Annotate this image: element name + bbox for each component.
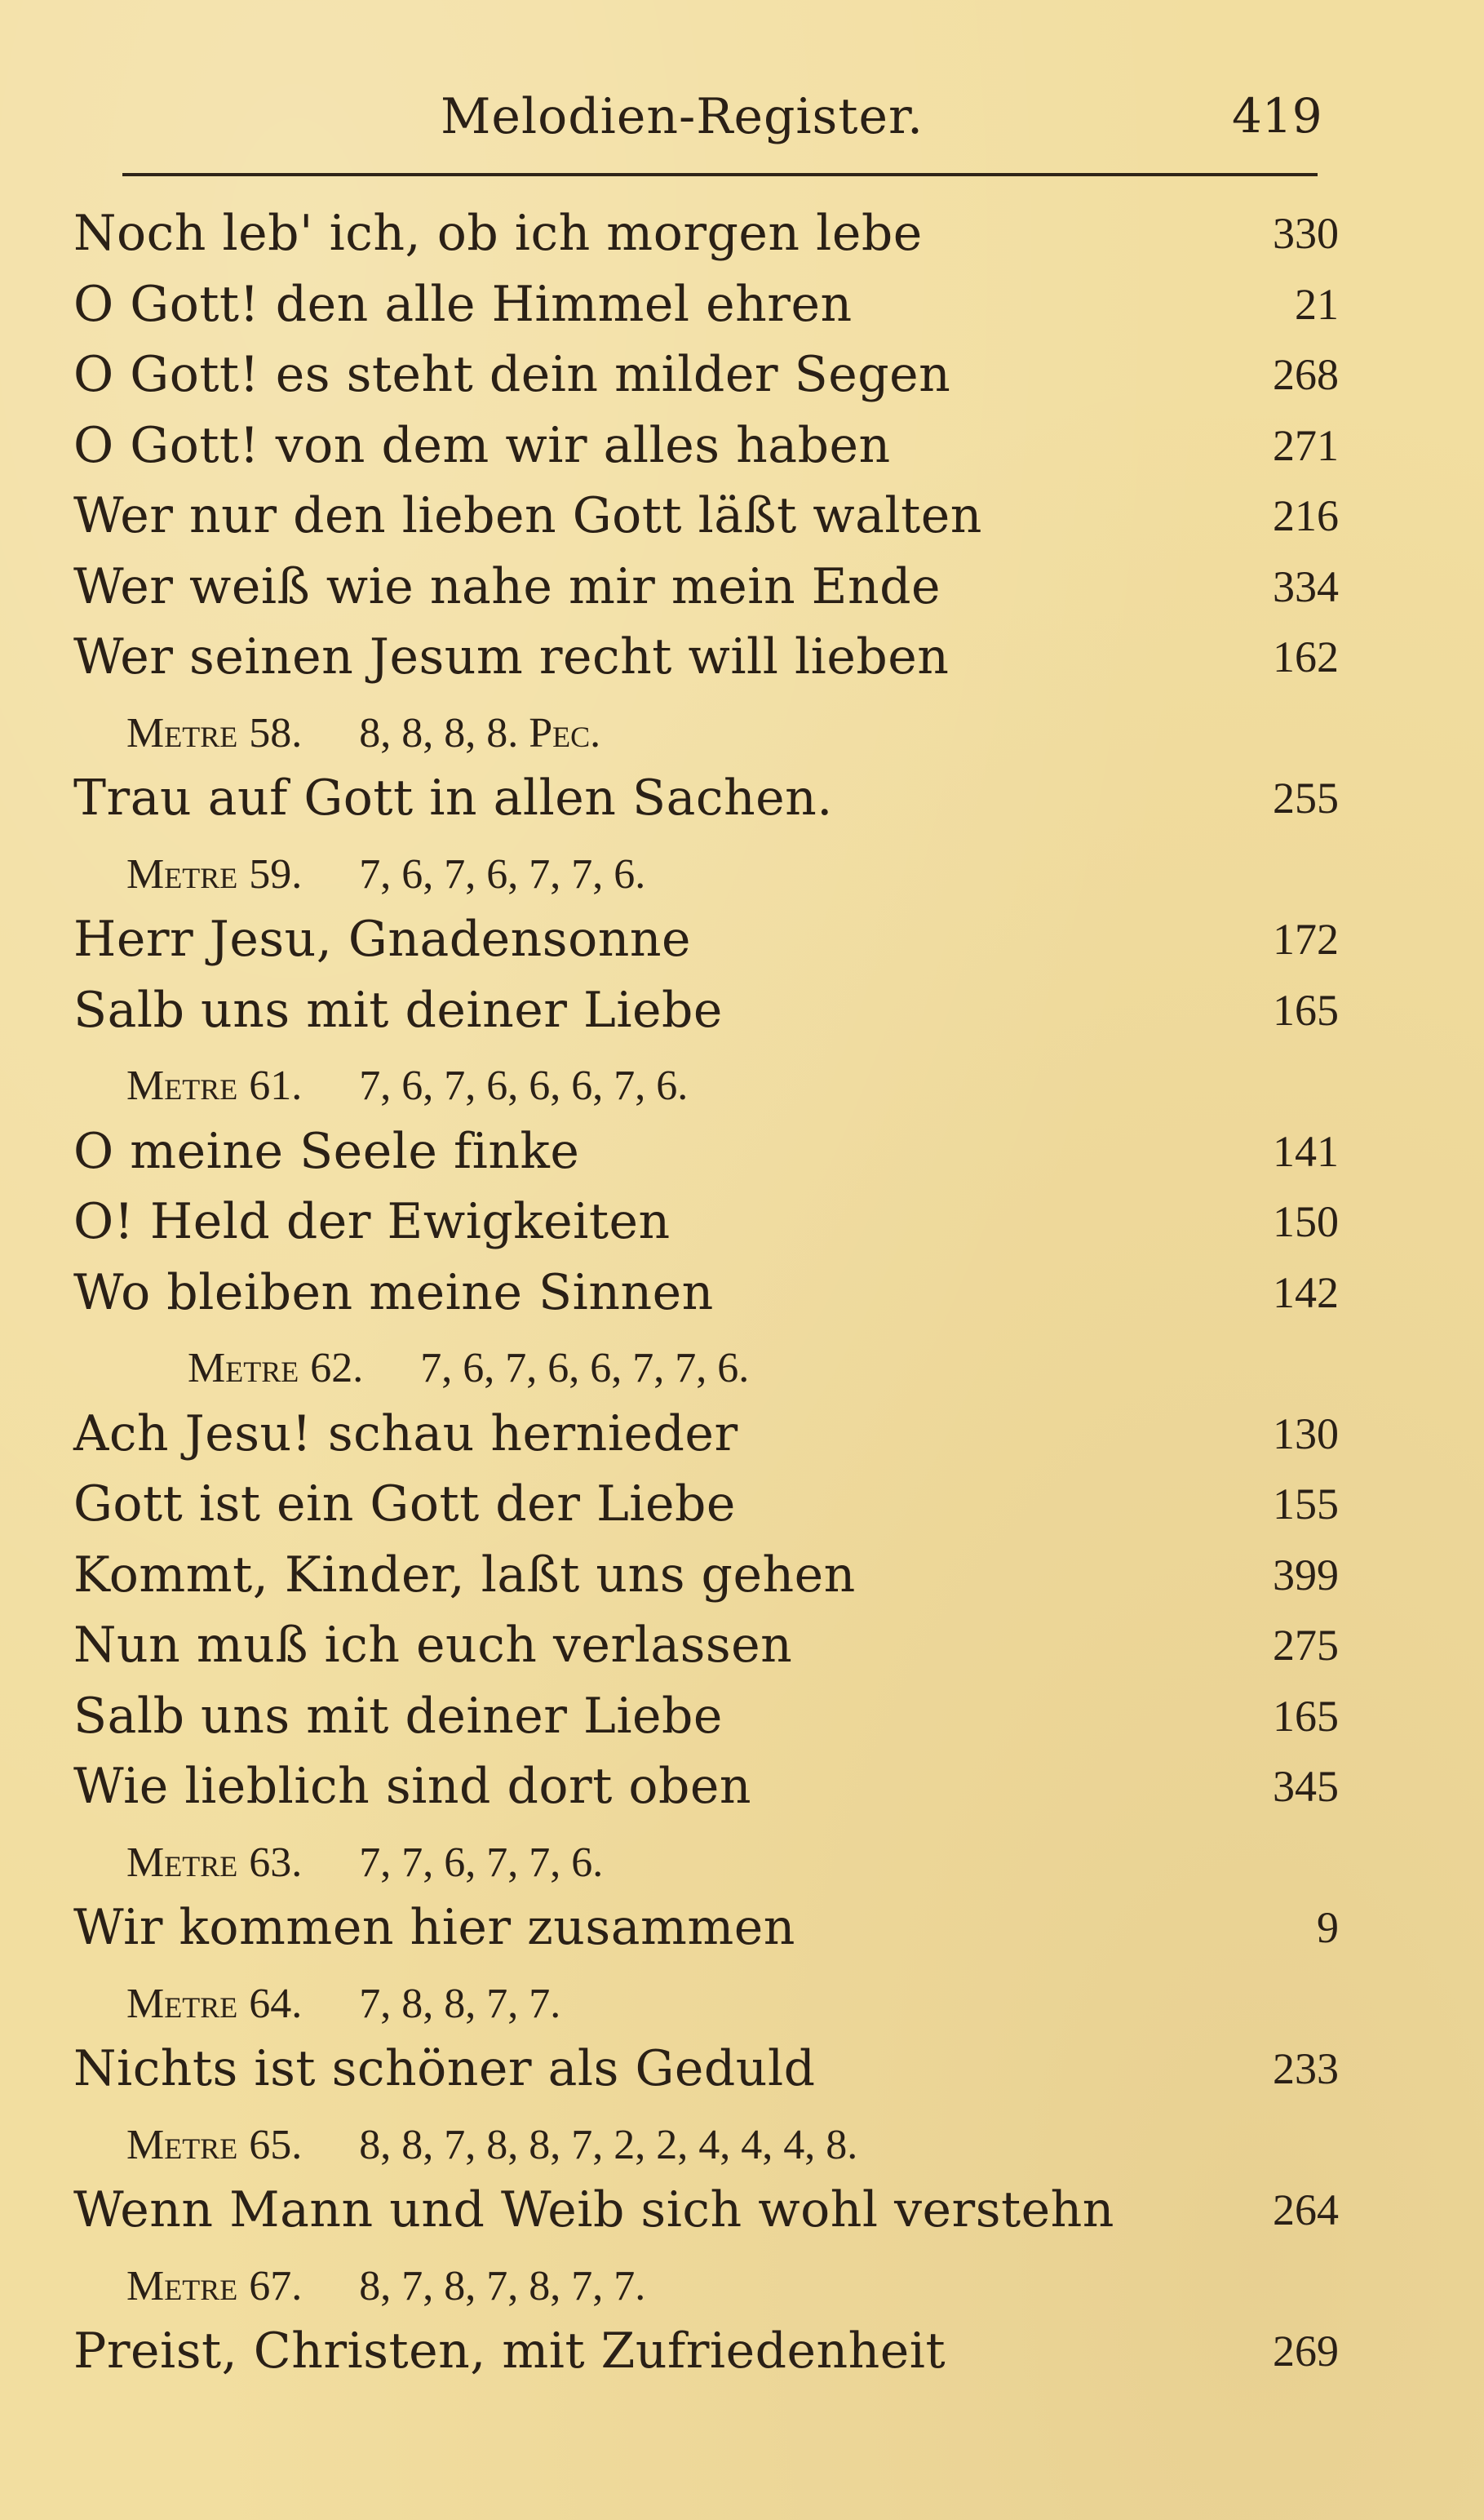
hymn-entry bbox=[0, 341, 1484, 412]
metre-pattern: 7, 6, 7, 6, 6, 7, 7, 6. bbox=[420, 1345, 750, 1391]
hymn-entry bbox=[0, 1118, 1484, 1189]
hymn-entry bbox=[0, 1259, 1484, 1330]
metre-word: Metre bbox=[126, 2262, 238, 2309]
metre-heading bbox=[0, 836, 1484, 907]
hymn-title: O! Held der Ewigkeiten bbox=[73, 1193, 671, 1250]
hymn-title: Noch leb' ich, ob ich morgen lebe bbox=[73, 205, 923, 262]
hymn-number: 155 bbox=[1273, 1480, 1339, 1528]
metre-label bbox=[126, 2121, 857, 2169]
hymn-number: 271 bbox=[1273, 420, 1339, 470]
metre-pattern: 7, 7, 6, 7, 7, 6. bbox=[359, 1839, 604, 1886]
hymn-entry bbox=[0, 271, 1484, 342]
hymn-number: 255 bbox=[1273, 774, 1339, 823]
hymn-title: Trau auf Gott in allen Sachen. bbox=[73, 770, 833, 827]
metre-label bbox=[126, 1839, 603, 1887]
hymn-entry bbox=[0, 623, 1484, 694]
metre-word: Metre bbox=[126, 1839, 238, 1886]
hymn-entry bbox=[0, 482, 1484, 553]
hymn-entry bbox=[0, 1612, 1484, 1683]
metre-pattern: 7, 8, 8, 7, 7. bbox=[359, 1980, 561, 2027]
metre-heading bbox=[0, 2247, 1484, 2318]
hymn-title: O Gott! es steht dein milder Segen bbox=[73, 346, 951, 403]
hymn-number: 216 bbox=[1273, 491, 1339, 540]
hymn-title: Preist, Christen, mit Zufriedenheit bbox=[73, 2323, 946, 2380]
metre-pattern: 7, 6, 7, 6, 7, 7, 6. bbox=[359, 850, 646, 898]
hymn-title: Wer seinen Jesum recht will lieben bbox=[73, 628, 950, 685]
hymn-title: Nun muß ich euch verlassen bbox=[73, 1617, 793, 1674]
hymn-title: Wenn Mann und Weib sich wohl verstehn bbox=[73, 2181, 1114, 2238]
metre-heading bbox=[0, 1329, 1484, 1400]
metre-label bbox=[126, 709, 600, 757]
hymn-number: 130 bbox=[1273, 1409, 1339, 1458]
hymn-number: 165 bbox=[1273, 985, 1339, 1035]
hymn-number: 9 bbox=[1317, 1903, 1339, 1952]
hymn-entry bbox=[0, 553, 1484, 624]
hymn-title: Herr Jesu, Gnadensonne bbox=[73, 911, 692, 968]
metre-pattern: 7, 6, 7, 6, 6, 6, 7, 6. bbox=[359, 1063, 689, 1109]
hymn-number: 21 bbox=[1295, 279, 1339, 329]
metre-number: 62. bbox=[310, 1345, 364, 1391]
metre-number: 61. bbox=[249, 1063, 303, 1109]
hymn-number: 172 bbox=[1273, 915, 1339, 964]
metre-number: 65. bbox=[249, 2121, 303, 2168]
hymn-entry bbox=[0, 765, 1484, 836]
hymn-entry bbox=[0, 1542, 1484, 1613]
metre-word: Metre bbox=[188, 1345, 299, 1391]
hymn-entry bbox=[0, 1471, 1484, 1542]
metre-label bbox=[188, 1344, 749, 1392]
metre-number: 64. bbox=[249, 1980, 303, 2027]
page-number: 419 bbox=[1232, 88, 1322, 144]
hymn-title: Wer nur den lieben Gott läßt walten bbox=[73, 487, 982, 544]
hymn-title: Ach Jesu! schau hernieder bbox=[73, 1404, 738, 1462]
hymn-entry bbox=[0, 2035, 1484, 2106]
hymn-entry bbox=[0, 2176, 1484, 2247]
hymn-number: 334 bbox=[1273, 561, 1339, 611]
hymn-number: 275 bbox=[1273, 1621, 1339, 1670]
hymn-entry bbox=[0, 200, 1484, 271]
hymn-number: 345 bbox=[1273, 1762, 1339, 1811]
metre-word: Metre bbox=[126, 1063, 238, 1109]
metre-number: 67. bbox=[249, 2262, 303, 2309]
hymn-title: Wo bleiben meine Sinnen bbox=[73, 1263, 714, 1321]
hymn-title: Wie lieblich sind dort oben bbox=[73, 1758, 752, 1815]
hymn-title: Salb uns mit deiner Liebe bbox=[73, 1687, 723, 1745]
metre-heading bbox=[0, 1965, 1484, 2036]
hymn-title: Wer weiß wie nahe mir mein Ende bbox=[73, 557, 941, 615]
metre-heading bbox=[0, 2106, 1484, 2177]
metre-word: Metre bbox=[126, 850, 238, 898]
hymn-entry bbox=[0, 1753, 1484, 1824]
metre-word: Metre bbox=[126, 2121, 238, 2168]
hymn-entry bbox=[0, 906, 1484, 977]
hymn-entry bbox=[0, 1683, 1484, 1754]
metre-heading bbox=[0, 1824, 1484, 1895]
hymn-number: 399 bbox=[1273, 1550, 1339, 1599]
hymn-title: Salb uns mit deiner Liebe bbox=[73, 981, 723, 1039]
metre-pattern: 8, 8, 8, 8. Pec. bbox=[359, 709, 601, 756]
metre-heading bbox=[0, 694, 1484, 765]
hymn-number: 264 bbox=[1273, 2185, 1339, 2234]
hymn-title: Gott ist ein Gott der Liebe bbox=[73, 1475, 736, 1533]
hymn-number: 269 bbox=[1273, 2327, 1339, 2376]
hymn-entry bbox=[0, 412, 1484, 483]
hymn-entry bbox=[0, 977, 1484, 1048]
metre-label bbox=[126, 2262, 645, 2310]
hymn-entry bbox=[0, 1188, 1484, 1259]
hymn-number: 162 bbox=[1273, 632, 1339, 681]
hymn-title: O meine Seele finke bbox=[73, 1122, 580, 1180]
metre-label bbox=[126, 1062, 688, 1110]
hymn-number: 142 bbox=[1273, 1267, 1339, 1317]
metre-pattern: 8, 8, 7, 8, 8, 7, 2, 2, 4, 4, 4, 8. bbox=[359, 2121, 858, 2168]
metre-number: 59. bbox=[249, 850, 303, 898]
hymn-title: O Gott! von dem wir alles haben bbox=[73, 416, 891, 474]
hymn-number: 150 bbox=[1273, 1197, 1339, 1246]
metre-number: 63. bbox=[249, 1839, 303, 1886]
hymn-entry bbox=[0, 1400, 1484, 1471]
hymn-title: Wir kommen hier zusammen bbox=[73, 1899, 795, 1956]
metre-word: Metre bbox=[126, 1980, 238, 2027]
header-rule bbox=[122, 173, 1318, 176]
metre-word: Metre bbox=[126, 709, 238, 756]
metre-number: 58. bbox=[249, 709, 303, 756]
hymn-number: 233 bbox=[1273, 2044, 1339, 2093]
page-header-title: Melodien-Register. bbox=[441, 88, 924, 145]
hymn-number: 141 bbox=[1273, 1126, 1339, 1176]
hymn-entry bbox=[0, 1894, 1484, 1965]
melody-index-list bbox=[0, 200, 1484, 2389]
hymn-title: O Gott! den alle Himmel ehren bbox=[73, 275, 853, 333]
hymn-number: 330 bbox=[1273, 209, 1339, 258]
hymn-title: Kommt, Kinder, laßt uns gehen bbox=[73, 1546, 856, 1604]
metre-label bbox=[126, 1980, 560, 2028]
metre-heading bbox=[0, 1047, 1484, 1118]
hymn-entry bbox=[0, 2318, 1484, 2389]
metre-pattern: 8, 7, 8, 7, 8, 7, 7. bbox=[359, 2262, 646, 2309]
hymn-title: Nichts ist schöner als Geduld bbox=[73, 2040, 816, 2097]
hymn-number: 268 bbox=[1273, 350, 1339, 399]
hymn-number: 165 bbox=[1273, 1691, 1339, 1741]
metre-label bbox=[126, 850, 645, 898]
